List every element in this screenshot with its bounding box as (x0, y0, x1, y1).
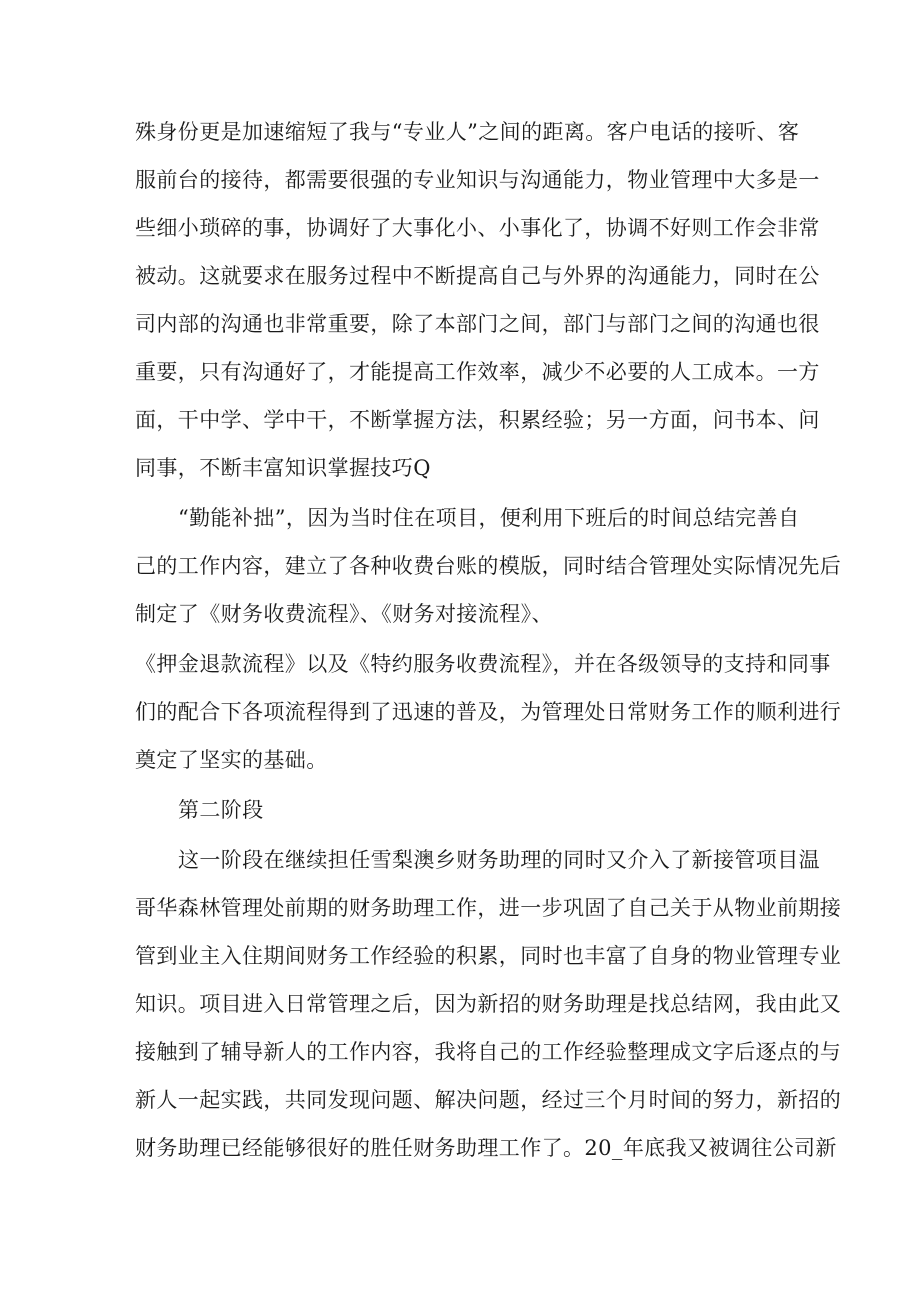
text-line: 同事，不断丰富知识掌握技巧Q (135, 456, 431, 480)
text-line: 们的配合下各项流程得到了迅速的普及，为管理处日常财务工作的顺利进行 (135, 700, 842, 724)
text-line: 管到业主入住期间财务工作经验的积累，同时也丰富了自身的物业管理专业 (135, 944, 842, 968)
text-line: 财务助理已经能够很好的胜任财务助理工作了。20_年底我又被调往公司新 (135, 1136, 837, 1160)
text-line: 哥华森林管理处前期的财务助理工作，进一步巩固了自己关于从物业前期接 (135, 896, 842, 920)
text-line: 制定了《财务收费流程》、《财务对接流程》、 (135, 602, 553, 626)
text-line: 新人一起实践，共同发现问题、解决问题，经过三个月时间的努力，新招的 (135, 1088, 842, 1112)
text-line: 奠定了坚实的基础。 (135, 748, 328, 772)
text-line: 接触到了辅导新人的工作内容，我将自己的工作经验整理成文字后逐点的与 (135, 1040, 842, 1064)
text-line: 面，干中学、学中干，不断掌握方法，积累经验；另一方面，问书本、问 (135, 408, 820, 432)
text-line: 殊身份更是加速缩短了我与“专业人”之间的距离。客户电话的接听、客 (135, 120, 800, 144)
text-line: 己的工作内容，建立了各种收费台账的模版，同时结合管理处实际情况先后 (135, 554, 842, 578)
text-line: 被动。这就要求在服务过程中不断提高自己与外界的沟通能力，同时在公 (135, 264, 820, 288)
text-line: 些细小琐碎的事，协调好了大事化小、小事化了，协调不好则工作会非常 (135, 216, 820, 240)
text-line: 《押金退款流程》以及《特约服务收费流程》，并在各级领导的支持和同事 (135, 652, 831, 676)
text-line: 这一阶段在继续担任雪梨澳乡财务助理的同时又介入了新接管项目温 (178, 848, 820, 872)
text-line: 司内部的沟通也非常重要，除了本部门之间，部门与部门之间的沟通也很 (135, 312, 820, 336)
section-heading: 第二阶段 (178, 798, 264, 822)
text-line: 知识。项目进入日常管理之后，因为新招的财务助理是找总结网，我由此又 (135, 992, 842, 1016)
text-line: 重要，只有沟通好了，才能提高工作效率，减少不必要的人工成本。一方 (135, 360, 820, 384)
text-line: “勤能补拙”，因为当时住在项目，便利用下班后的时间总结完善自 (178, 506, 800, 530)
text-line: 服前台的接待，都需要很强的专业知识与沟通能力，物业管理中大多是一 (135, 168, 820, 192)
